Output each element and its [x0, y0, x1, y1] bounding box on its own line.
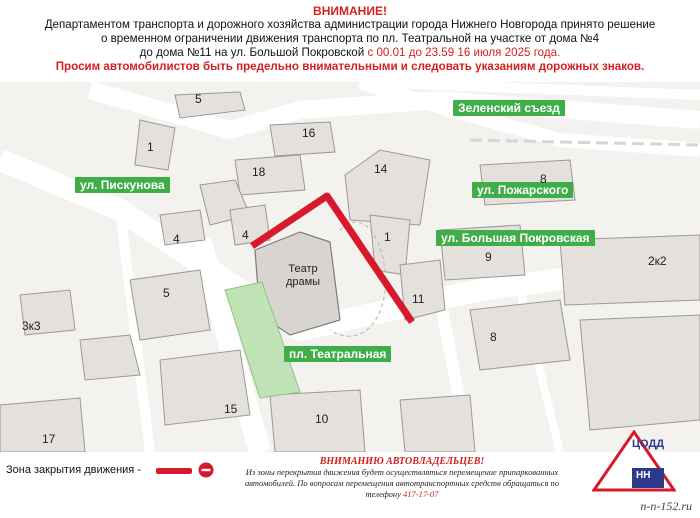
- warning-title: ВНИМАНИЕ!: [313, 4, 387, 18]
- logo-title: ЦОДД: [632, 438, 665, 450]
- watermark: n-n-152.ru: [640, 499, 692, 513]
- legend: [0, 438, 700, 518]
- house-number: 9: [485, 250, 492, 264]
- notice-line-1: Из зоны перекрытия движения будет осуществляться перемещение припаркованных: [245, 467, 559, 477]
- notice-phone: 417-17-07: [403, 489, 439, 499]
- house-number: 8: [490, 330, 497, 344]
- house-number: 11: [412, 292, 425, 306]
- announcement-line-4: Просим автомобилистов быть предельно внимательными и следовать указаниям дорожных знаков.: [55, 60, 645, 73]
- closure-time: с 00.01 до 23.59 16 июля 2025 года.: [367, 46, 561, 59]
- street-label-pozharskogo: ул. Пожарского: [472, 182, 573, 198]
- house-number: 10: [315, 412, 329, 426]
- no-entry-icon: [198, 462, 214, 478]
- house-number: 14: [374, 162, 388, 176]
- street-label-bpokrovskaya: ул. Большая Покровская: [436, 230, 595, 246]
- street-label-teatralnaya: пл. Театральная: [284, 346, 391, 362]
- announcement-line-2: о временном ограничении движения транспорта по пл. Театральной на участке от дома №4: [100, 32, 600, 45]
- announcement-header: [0, 0, 700, 82]
- house-number: 4: [173, 232, 180, 246]
- theatre-label: Театр драмы: [285, 263, 321, 288]
- house-number: 1: [384, 230, 391, 244]
- house-number: 2к2: [648, 254, 667, 268]
- house-number: 15: [224, 402, 238, 416]
- house-number: 17: [42, 432, 56, 446]
- house-number: 1: [147, 140, 154, 154]
- notice-line-3: телефону: [365, 489, 401, 499]
- logo-nn: НН: [636, 470, 651, 481]
- house-number: 8: [540, 172, 547, 186]
- street-label-zelensky: Зеленский съезд: [453, 100, 565, 116]
- house-number: 18: [252, 165, 266, 179]
- house-number: 5: [195, 92, 202, 106]
- announcement-line-3-start: до дома №11 на ул. Большой Покровской: [139, 46, 365, 59]
- notice-title: ВНИМАНИЮ АВТОВЛАДЕЛЬЦЕВ!: [319, 456, 485, 467]
- notice-line-2: автомобилей. По вопросам перемещения автотранспортных средств обращаться по: [244, 478, 560, 488]
- map-area: [0, 82, 700, 452]
- house-number: 4: [242, 228, 249, 242]
- street-label-piskunova: ул. Пискунова: [75, 177, 170, 193]
- closure-line-sample: [156, 468, 192, 474]
- owners-notice: [222, 456, 582, 500]
- announcement-line-1: Департаментом транспорта и дорожного хозяйства администрации города Нижнего Новгорода принято решение: [44, 18, 656, 31]
- map-drawing: [0, 82, 700, 452]
- announcement-line-3: [0, 46, 700, 60]
- house-number: 3к3: [22, 319, 41, 333]
- house-number: 5: [163, 286, 170, 300]
- house-number: 16: [302, 126, 316, 140]
- closure-zone-label: Зона закрытия движения -: [6, 464, 141, 476]
